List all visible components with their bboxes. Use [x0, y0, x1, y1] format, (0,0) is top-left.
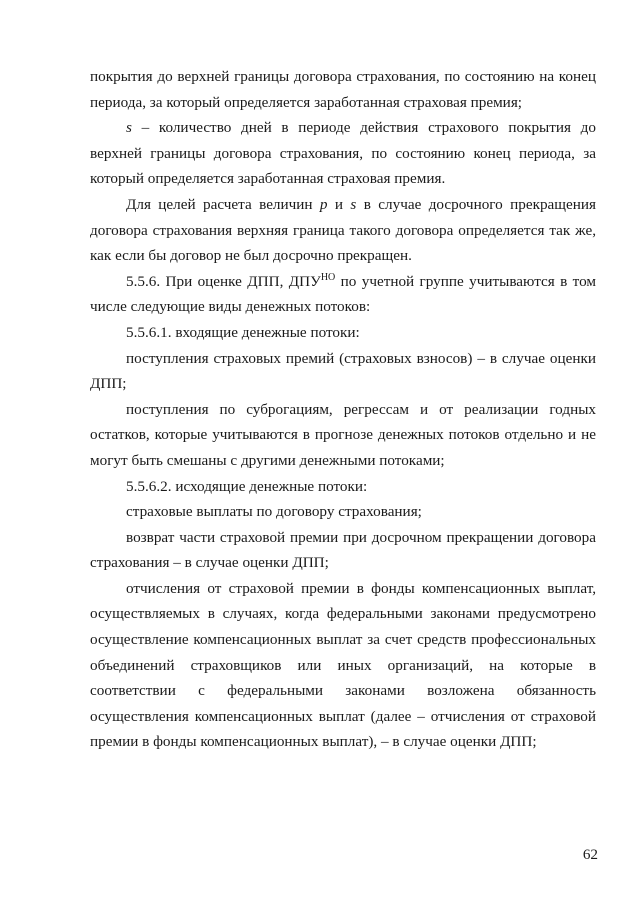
paragraph-text-after: по учетной группе учитываются в том числе следующие виды денежных потоков: — [90, 272, 596, 316]
paragraph-early-termination — [90, 192, 596, 269]
paragraph-text-middle: и — [327, 195, 351, 213]
paragraph-text: возврат части страховой премии при досрочном прекращении договора страхования – в случае оценки ДПП; — [90, 528, 596, 572]
paragraph-s-definition — [90, 115, 596, 192]
paragraph-text: страховые выплаты по договору страхования; — [126, 503, 422, 521]
paragraph-text: отчисления от страховой премии в фонды компенсационных выплат, осуществляемых в случаях, когда федеральными законами предусмотрено осуществление компенсационных выплат за счет средств профессиональных объединений страховщиков или иных организаций, на которые в соответствии с федеральными законами возложена обязанность осуществления компенсационных выплат (далее – отчисления от страховой премии в фонды компенсационных выплат), – в случае оценки ДПП; — [90, 579, 596, 751]
variable-s: s — [126, 119, 132, 137]
paragraph-text: 5.5.6.2. исходящие денежные потоки: — [126, 477, 368, 495]
paragraph-compensation-fund-deductions — [90, 576, 596, 755]
paragraph-text-before: 5.5.6. При оценке ДПП, ДПУ — [126, 272, 321, 290]
body-text — [90, 64, 596, 755]
paragraph-section-5-5-6 — [90, 269, 596, 320]
paragraph-coverage-continuation — [90, 64, 596, 115]
paragraph-premium-receipts — [90, 346, 596, 397]
page-number: 62 — [582, 846, 598, 863]
paragraph-text: покрытия до верхней границы договора страхования, по состоянию на конец периода, за который определяется заработанная страховая премия; — [90, 68, 596, 111]
paragraph-text-after: в случае досрочного прекращения договора страхования верхняя граница такого договора определяется так же, как если бы договор не был досрочно прекращен. — [90, 195, 596, 265]
paragraph-subrogation-receipts — [90, 397, 596, 474]
variable-p: p — [319, 195, 328, 213]
paragraph-section-5-5-6-1 — [90, 320, 596, 346]
paragraph-insurance-payments — [90, 499, 596, 525]
superscript-no: НО — [320, 271, 336, 283]
paragraph-text-before: Для целей расчета величин — [126, 195, 320, 213]
paragraph-text: поступления по суброгациям, регрессам и от реализации годных остатков, которые учитываются в прогнозе денежных потоков отдельно и не могут быть смешаны с другими денежными потоками; — [90, 400, 596, 469]
paragraph-premium-refund — [90, 525, 596, 576]
variable-s: s — [350, 195, 357, 213]
paragraph-text: поступления страховых премий (страховых взносов) – в случае оценки ДПП; — [90, 349, 596, 393]
paragraph-section-5-5-6-2 — [90, 474, 596, 500]
paragraph-text: – количество дней в периоде действия страхового покрытия до верхней границы договора страхования, по состоянию конец периода, за который определяется заработанная страховая премия. — [90, 119, 596, 188]
paragraph-text: 5.5.6.1. входящие денежные потоки: — [126, 323, 360, 341]
